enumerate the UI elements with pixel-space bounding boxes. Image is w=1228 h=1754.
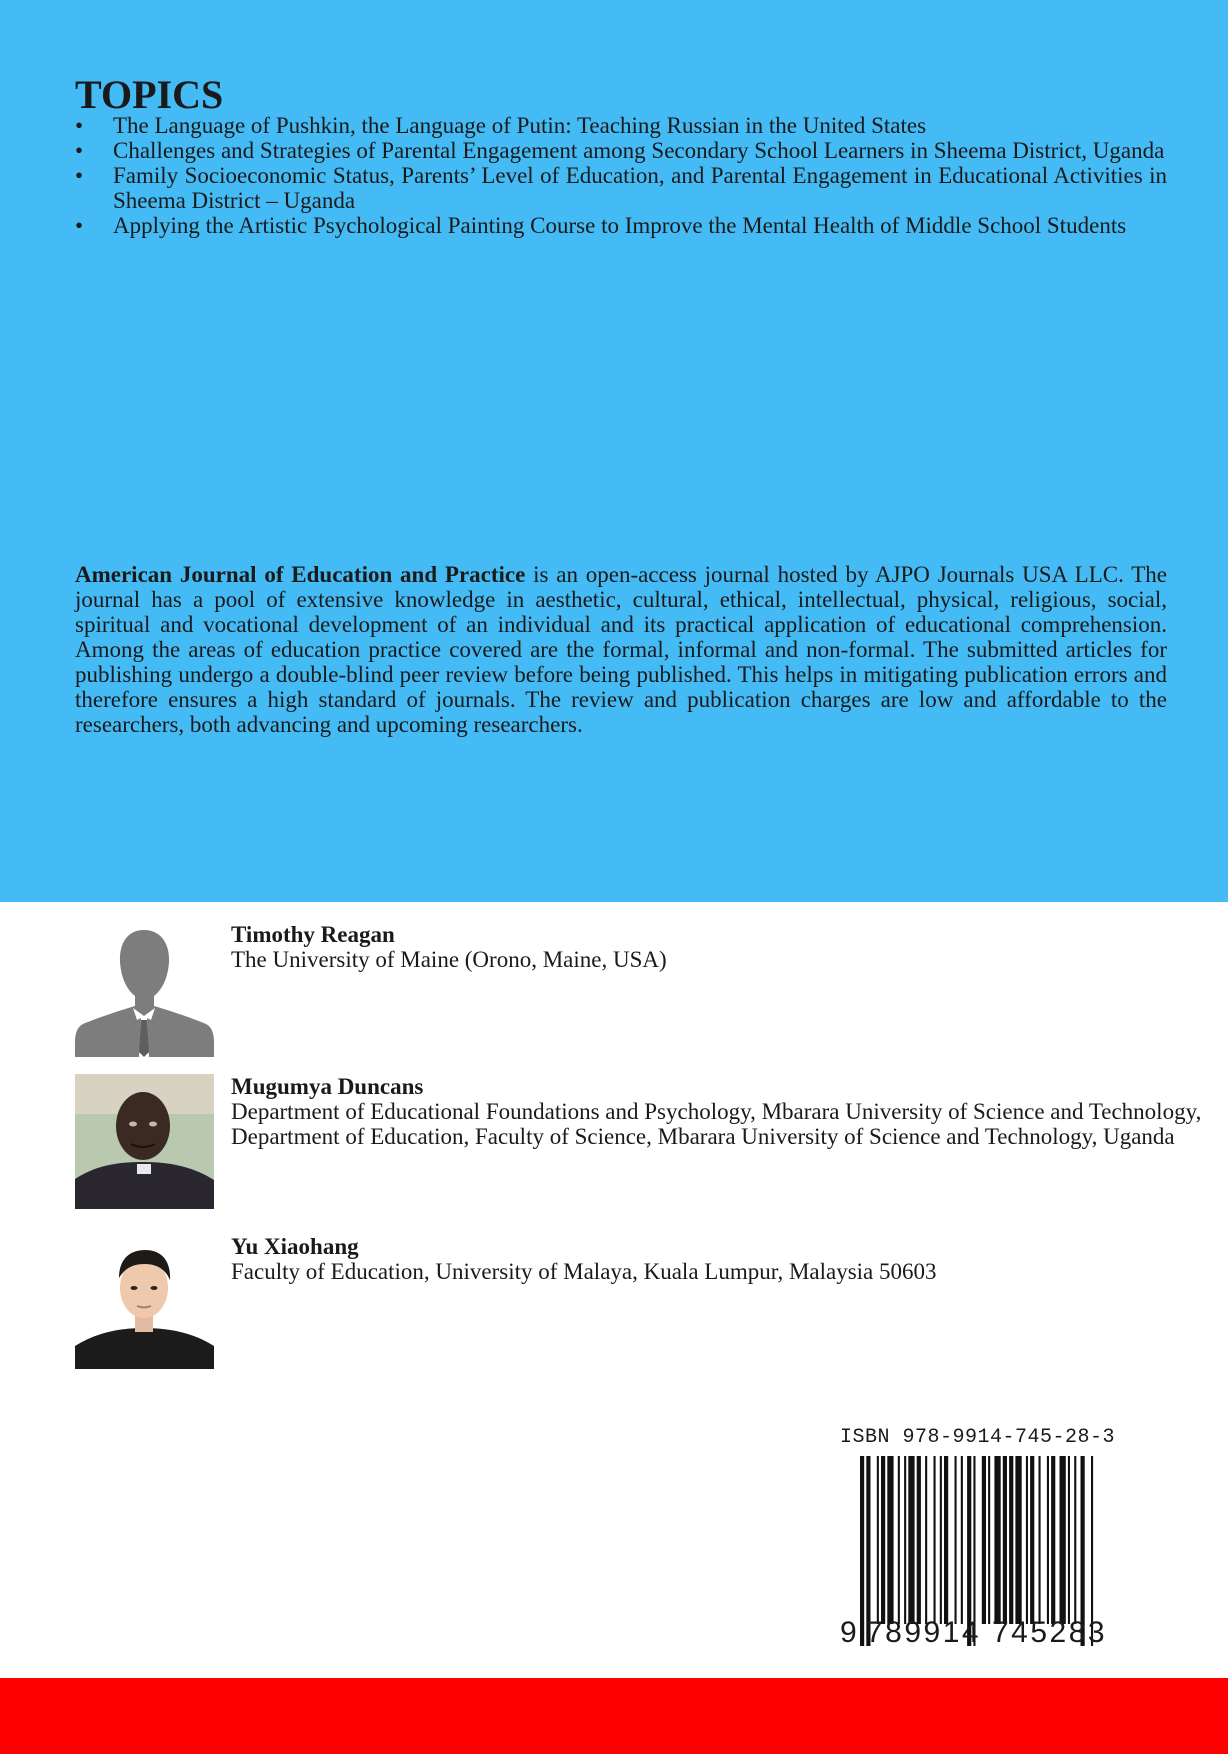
barcode-bar [860,1456,864,1646]
author-photo [75,1074,214,1209]
barcode-bar [1068,1456,1070,1624]
barcode-bar [1039,1456,1041,1624]
barcode-bar [925,1456,927,1624]
barcode-bar [1026,1456,1028,1624]
author-name: Mugumya Duncans [231,1074,424,1099]
author-name: Yu Xiaohang [231,1234,359,1259]
author-info [231,1234,1228,1284]
barcode-bar [904,1456,906,1624]
barcode-bar [917,1456,921,1624]
ean-right-group: 745283 [992,1616,1108,1649]
barcode-bar [934,1456,936,1624]
topic-text: The Language of Pushkin, the Language of Putin: Teaching Russian in the United States [113,113,927,138]
topic-text: Applying the Artistic Psychological Painting Course to Improve the Mental Health of Middle School Students [113,213,1127,238]
barcode-bar [961,1456,963,1624]
barcode-bar [881,1456,885,1624]
barcode-bar [944,1456,948,1624]
topic-item [75,113,1167,138]
journal-name: American Journal of Education and Practice [75,562,526,587]
barcode-bar [1047,1456,1049,1624]
topics-heading: TOPICS [75,72,224,117]
topic-item [75,213,1167,238]
barcode-bar [1060,1456,1066,1624]
author-info [231,1074,1228,1149]
author-affiliation: Department of Educational Foundations and Psychology, Mbarara University of Science and Technology, Department of Education, Faculty of Science, Mbarara University of Science and Technology, Uganda [231,1099,1202,1149]
author-info [231,922,1228,972]
journal-description-text: is an open-access journal hosted by AJPO Journals USA LLC. The journal has a pool of extensive knowledge in aesthetic, cultural, ethical, intellectual, physical, religious, social, spiritual and vocational development of an individual and its practical application of educational comprehension. Among the areas of education practice covered are the formal, informal and non-formal. The submitted articles for publishing undergo a double-blind peer review before being published. This helps in mitigating publication errors and therefore ensures a high standard of journals. The review and publication charges are low and affordable to the researchers, both advancing and upcoming researchers. [75,562,1168,737]
barcode-bar [994,1456,1000,1624]
barcode-bar [940,1456,942,1624]
author-photo [75,1234,214,1369]
barcode-bar [898,1456,900,1624]
barcode-bar [1030,1456,1034,1624]
topic-item [75,138,1167,163]
ean-first-digit: 9 [840,1616,860,1649]
barcode-bar [1074,1456,1076,1624]
cover-red-band [0,1678,1228,1754]
topic-item [75,163,1167,213]
barcode-bar [1015,1456,1021,1624]
author-affiliation: Faculty of Education, University of Malaya, Kuala Lumpur, Malaysia 50603 [231,1259,937,1284]
ean-left-group: 789914 [866,1616,982,1649]
barcode-bar [877,1456,879,1624]
isbn-label: ISBN 978-9914-745-28-3 [840,1426,1116,1449]
barcode-bar [1009,1456,1013,1624]
bullet-icon: • [75,213,84,238]
barcode-bar [955,1456,957,1624]
portrait-photo-icon [75,1074,214,1209]
author-affiliation: The University of Maine (Orono, Maine, USA) [231,947,667,972]
bullet-icon: • [75,138,84,163]
topic-text: Challenges and Strategies of Parental Engagement among Secondary School Learners in Sheema District, Uganda [113,138,1165,163]
bullet-icon: • [75,163,84,188]
barcode-bar [887,1456,893,1624]
barcode-bar [988,1456,990,1624]
avatar-silhouette-icon [75,922,214,1057]
journal-description [75,562,1167,737]
portrait-photo-icon [75,1234,214,1369]
author-name: Timothy Reagan [231,922,395,947]
barcode-bar [1051,1456,1055,1624]
author-photo-silhouette [75,922,214,1057]
barcode-bar [908,1456,914,1624]
topics-list [75,113,1167,238]
topic-text: Family Socioeconomic Status, Parents’ Level of Education, and Parental Engagement in Educational Activities in Sheema District – Uganda [113,163,1167,213]
barcode-bar [982,1456,986,1624]
barcode-bar [1003,1456,1007,1624]
bullet-icon: • [75,113,84,138]
